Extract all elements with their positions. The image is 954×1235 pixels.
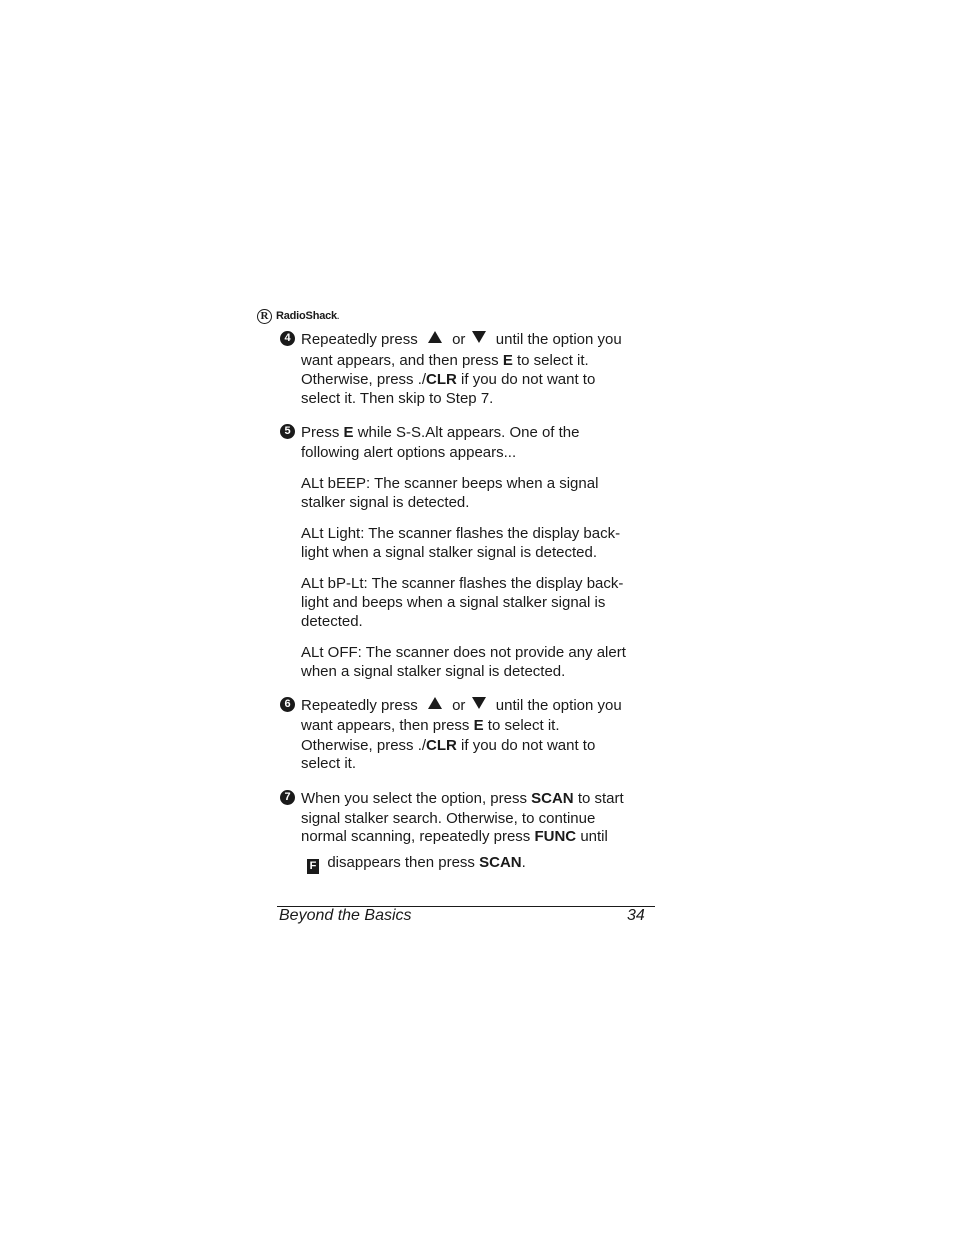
brand-name: RadioShack <box>276 310 337 322</box>
key-e: E <box>502 352 513 369</box>
step-4-line-3 <box>301 370 595 389</box>
step-6-line-3 <box>301 736 595 755</box>
footer-page-number: 34 <box>627 907 645 924</box>
step-6-l3a: Otherwise, press ./ <box>301 737 427 754</box>
key-scan: SCAN <box>479 854 522 871</box>
step-6-line-1 <box>301 696 622 715</box>
step-7-l4b: . <box>521 854 526 871</box>
key-clr: CLR <box>426 371 457 388</box>
triangle-up-icon <box>428 697 442 709</box>
step-4-l3b: if you do not want to <box>461 371 596 388</box>
step-5-line-2: following alert options appears... <box>301 444 517 461</box>
radioshack-logo <box>257 307 339 325</box>
option-light-line-2: light when a signal stalker signal is detected. <box>301 544 598 561</box>
step-6-l1a: Repeatedly press <box>301 697 418 714</box>
step-4-badge: 4 <box>280 331 295 346</box>
step-7-line-2: signal stalker search. Otherwise, to continue <box>301 810 596 827</box>
func-f-icon: F <box>307 859 319 874</box>
step-4-line-2 <box>301 351 589 370</box>
key-scan: SCAN <box>531 790 574 807</box>
step-7-line-3 <box>301 827 608 846</box>
step-4-l1b: or <box>452 331 466 348</box>
step-5-badge: 5 <box>280 424 295 439</box>
option-beep-line-2: stalker signal is detected. <box>301 494 470 511</box>
step-4-l1c: until the option you <box>495 331 622 348</box>
key-clr: CLR <box>426 737 457 754</box>
option-off-line-1: ALt OFF: The scanner does not provide any alert <box>301 644 626 661</box>
step-6-l2a: want appears, then press <box>301 717 470 734</box>
logo-circle-r: R <box>257 309 272 324</box>
step-6-badge: 6 <box>280 697 295 712</box>
step-6-line-4: select it. <box>301 755 357 772</box>
step-4-line-4: select it. Then skip to Step 7. <box>301 390 494 407</box>
step-4-l2a: want appears, and then press <box>301 352 499 369</box>
footer-section-title: Beyond the Basics <box>279 907 412 924</box>
step-7-l3b: until <box>580 828 608 845</box>
option-off-line-2: when a signal stalker signal is detected. <box>301 663 566 680</box>
step-6-l3b: if you do not want to <box>461 737 596 754</box>
key-e: E <box>343 424 354 441</box>
key-func: FUNC <box>534 828 577 845</box>
step-7-line-4 <box>307 853 526 874</box>
triangle-down-icon <box>472 331 486 343</box>
step-6-l2b: to select it. <box>487 717 560 734</box>
option-bplt-line-1: ALt bP-Lt: The scanner flashes the display back- <box>301 575 624 592</box>
option-bplt-line-3: detected. <box>301 613 363 630</box>
step-4-l3a: Otherwise, press ./ <box>301 371 427 388</box>
step-7-badge: 7 <box>280 790 295 805</box>
step-4-l2b: to select it. <box>517 352 589 369</box>
step-7-l1a: When you select the option, press <box>301 790 527 807</box>
logo-text <box>276 310 339 322</box>
step-4-l1a: Repeatedly press <box>301 331 418 348</box>
key-e: E <box>473 717 484 734</box>
step-5-l1a: Press <box>301 424 340 441</box>
step-6-line-2 <box>301 716 560 735</box>
option-light-line-1: ALt Light: The scanner flashes the display back- <box>301 525 621 542</box>
triangle-down-icon <box>472 697 486 709</box>
triangle-up-icon <box>428 331 442 343</box>
step-4-line-1 <box>301 330 622 349</box>
option-beep-line-1: ALt bEEP: The scanner beeps when a signal <box>301 475 599 492</box>
step-6-l1c: until the option you <box>495 697 622 714</box>
brand-suffix: . <box>336 312 339 321</box>
option-bplt-line-2: light and beeps when a signal stalker signal is <box>301 594 606 611</box>
step-5-l1b: while S-S.Alt appears. One of the <box>357 424 580 441</box>
step-5-line-1 <box>301 423 580 442</box>
step-7-line-1 <box>301 789 624 808</box>
step-7-l4a: disappears then press <box>327 854 475 871</box>
step-7-l1b: to start <box>577 790 624 807</box>
step-7-l3a: normal scanning, repeatedly press <box>301 828 531 845</box>
step-6-l1b: or <box>452 697 466 714</box>
